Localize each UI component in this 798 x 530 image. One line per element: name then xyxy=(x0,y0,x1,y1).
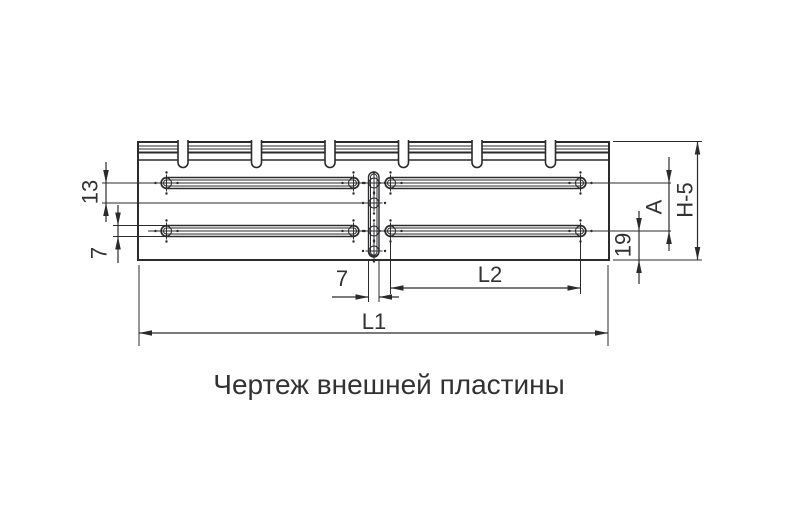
dimension-H5 xyxy=(673,142,701,261)
dimension-7-left xyxy=(87,205,121,263)
dimension-A xyxy=(642,157,672,251)
notch-icon xyxy=(472,140,482,168)
hole-center-marks xyxy=(154,171,592,262)
notch-icon xyxy=(546,140,556,168)
drawing-title: Чертеж внешней пластины xyxy=(213,369,565,400)
dim-label-A: A xyxy=(641,199,667,215)
dim-label-13: 13 xyxy=(77,179,103,205)
dimension-13 xyxy=(78,162,109,222)
top-rib-lines xyxy=(139,146,608,160)
dim-label-7-center: 7 xyxy=(335,266,349,291)
dimension-19 xyxy=(611,211,642,284)
dimension-7-center xyxy=(332,266,399,300)
dimension-L1 xyxy=(139,309,608,336)
notch-icon xyxy=(178,140,188,168)
dim-label-7-left: 7 xyxy=(86,246,112,260)
notch-icon xyxy=(325,140,335,168)
dim-label-L1: L1 xyxy=(361,309,387,334)
notch-icon xyxy=(399,140,409,168)
dim-label-L2: L2 xyxy=(477,262,503,287)
dim-label-19: 19 xyxy=(610,232,636,258)
dimension-L2 xyxy=(391,262,581,291)
notch-icon xyxy=(252,140,262,168)
dim-label-H5: H-5 xyxy=(672,182,698,218)
top-edge-notches xyxy=(178,140,556,168)
